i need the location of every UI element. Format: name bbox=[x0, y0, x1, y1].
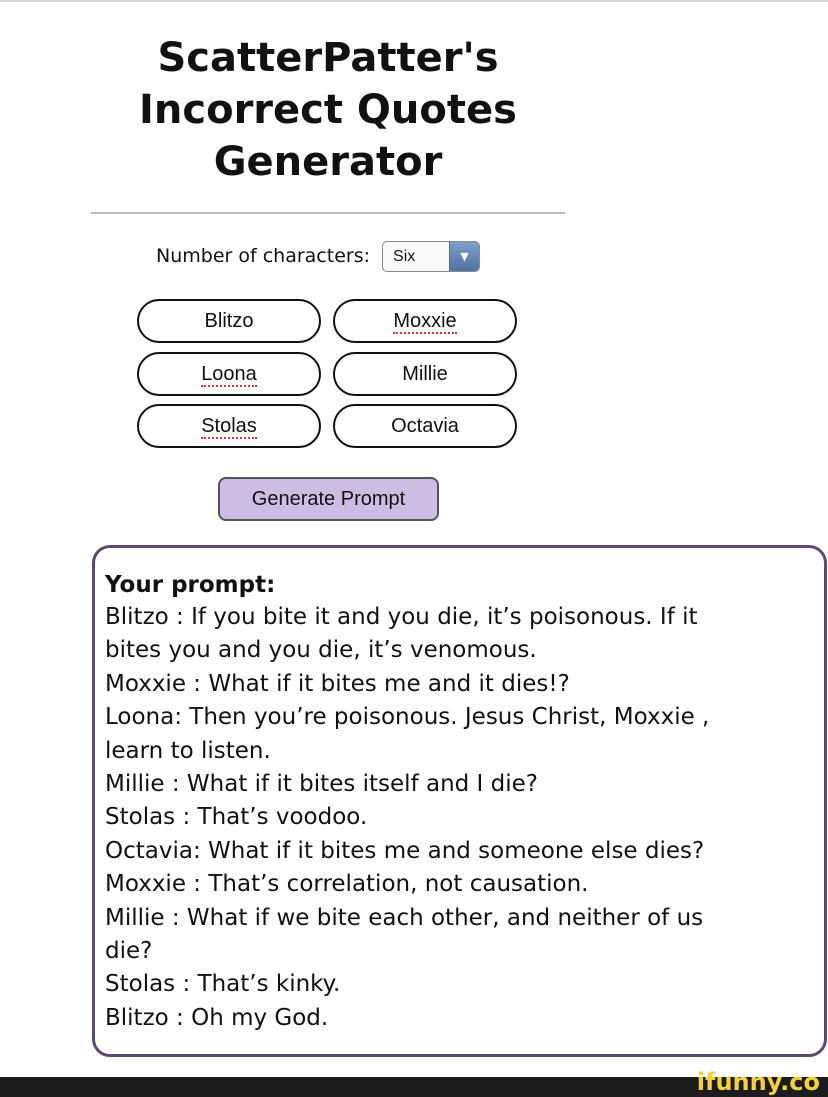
character-input-5[interactable]: Stolas bbox=[137, 404, 321, 448]
prompt-heading: Your prompt: bbox=[105, 572, 276, 598]
generate-prompt-button[interactable]: Generate Prompt bbox=[218, 477, 439, 521]
title-line-3: Generator bbox=[213, 139, 443, 185]
prompt-line: Loona: Then you’re poisonous. Jesus Christ, Moxxie , bbox=[105, 704, 710, 731]
prompt-line: Moxxie : What if it bites me and it dies!? bbox=[105, 670, 570, 697]
prompt-line: Blitzo : If you bite it and you die, it’s poisonous. If it bbox=[105, 604, 698, 630]
character-input-6[interactable]: Octavia bbox=[333, 404, 517, 448]
title-line-1: ScatterPatter's bbox=[157, 35, 499, 81]
prompt-line: Millie : What if it bites itself and I die? bbox=[105, 771, 539, 798]
character-count-label: Number of characters: bbox=[156, 245, 371, 267]
title-line-2: Incorrect Quotes bbox=[139, 87, 517, 133]
prompt-line: Millie : What if we bite each other, and neither of us bbox=[105, 904, 704, 931]
character-input-1[interactable]: Blitzo bbox=[137, 299, 321, 343]
character-input-4[interactable]: Millie bbox=[333, 352, 517, 396]
top-rule bbox=[0, 0, 828, 2]
prompt-line: Octavia: What if it bites me and someone else dies? bbox=[105, 837, 705, 864]
prompt-line: learn to listen. bbox=[105, 737, 271, 764]
character-count-value: Six bbox=[393, 247, 416, 265]
character-count-select[interactable] bbox=[382, 241, 480, 272]
character-input-2[interactable]: Moxxie bbox=[333, 299, 517, 343]
title-divider bbox=[91, 212, 565, 214]
character-input-3[interactable]: Loona bbox=[137, 352, 321, 396]
prompt-line: die? bbox=[105, 938, 153, 965]
page-title bbox=[90, 32, 566, 188]
prompt-line: Blitzo : Oh my God. bbox=[105, 1004, 329, 1031]
footer-bar bbox=[0, 1068, 828, 1097]
prompt-output-box bbox=[92, 545, 827, 1057]
ifunny-watermark: ifunny.co bbox=[696, 1068, 820, 1096]
prompt-line: Stolas : That’s voodoo. bbox=[105, 804, 368, 831]
chevron-down-icon[interactable]: ▼ bbox=[449, 242, 479, 271]
prompt-line: bites you and you die, it’s venomous. bbox=[105, 637, 537, 664]
prompt-line: Moxxie : That’s correlation, not causation. bbox=[105, 871, 589, 898]
character-count-row bbox=[156, 240, 480, 272]
prompt-line: Stolas : That’s kinky. bbox=[105, 971, 341, 998]
